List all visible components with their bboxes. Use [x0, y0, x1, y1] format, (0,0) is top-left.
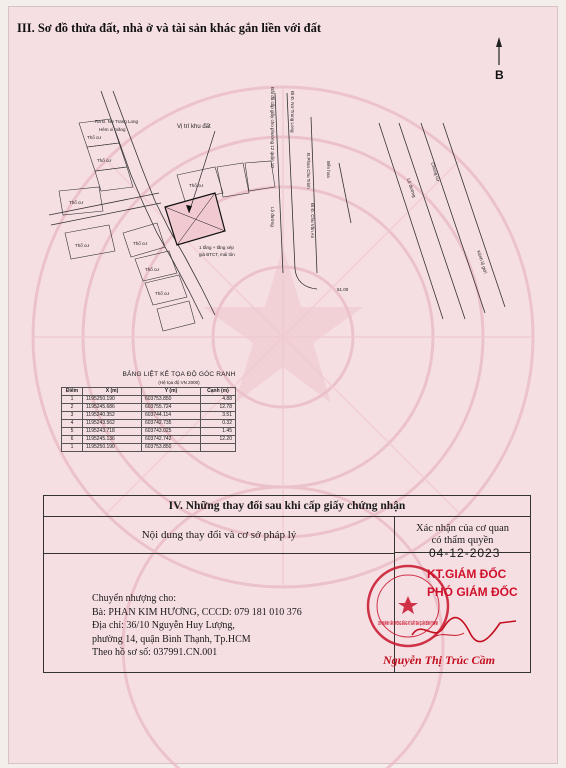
- map-label-border-land: Đất đã cấp giấy cho phường 12 quận 10: [270, 87, 275, 168]
- map-label-chu-van-an: Đi Đ. Chu Văn An: [310, 203, 315, 239]
- cell-point: 5: [62, 428, 83, 436]
- map-label-lo-duong-2: Lộ đường: [406, 177, 417, 199]
- table-row: [62, 436, 236, 444]
- cell-point: 1: [62, 396, 83, 404]
- map-label-thocu-1: Thổ cư: [87, 135, 102, 140]
- cell-point: 3: [62, 412, 83, 420]
- map-label-phan-chu-trinh: Đ.Phan Chu Trinh: [306, 153, 311, 189]
- cell-point: 2: [62, 404, 83, 412]
- signer-title-2: PHÓ GIÁM ĐỐC: [427, 585, 518, 599]
- signer-name: Nguyễn Thị Trúc Cầm: [383, 653, 495, 667]
- map-label-dim: 51.00: [337, 287, 349, 292]
- table-row: [62, 444, 236, 452]
- change-content: [92, 592, 392, 660]
- table-row: [62, 404, 236, 412]
- coordinate-table-header: [62, 388, 236, 396]
- map-label-ben-hoa: Bến hoa: [326, 161, 331, 178]
- map-label-thocu-5: Thổ cư: [133, 241, 148, 246]
- cell-point: 1: [62, 444, 83, 452]
- change-line-transfer: Chuyển nhượng cho:: [92, 593, 177, 604]
- changes-heading: IV. Những thay đổi sau khi cấp giấy chứng nhận: [44, 496, 530, 517]
- col-header-point: Điểm: [62, 388, 83, 396]
- cell-y: 603742.742: [142, 436, 201, 444]
- land-plot-map: [39, 83, 519, 363]
- coord-table-subtitle: (Hệ tọa độ VN 2000): [158, 380, 200, 385]
- cell-y: 603743.025: [142, 428, 201, 436]
- map-label-thocu-4: Thổ cư: [75, 243, 90, 248]
- changes-col-content-header: Nội dung thay đổi và cơ sở pháp lý: [44, 517, 395, 554]
- table-row: [62, 412, 236, 420]
- table-row: [62, 420, 236, 428]
- north-arrow-icon: [487, 35, 511, 85]
- signer-title-1: KT.GIÁM ĐỐC: [427, 567, 507, 581]
- cell-x: 1195240.352: [83, 412, 142, 420]
- map-label-kenh: Kênh lộ giới: [476, 249, 489, 275]
- changes-section: [43, 495, 531, 673]
- cell-x: 1195243.562: [83, 420, 142, 428]
- cell-y: 603742.735: [142, 420, 201, 428]
- map-label-thocu-7: Thổ cư: [155, 291, 170, 296]
- confirmation-date: 04-12-2023: [429, 546, 501, 560]
- map-label-street-ntl: Đi Đ. Nơ Trang Long: [290, 91, 295, 133]
- cell-edge: 4.88: [201, 396, 236, 404]
- table-row: [62, 396, 236, 404]
- section-title: III. Sơ đồ thửa đất, nhà ở và tài sản khác gắn liền với đất: [17, 21, 322, 35]
- cell-x: 1195245.136: [83, 436, 142, 444]
- map-label-thocu-6: Thổ cư: [145, 267, 160, 272]
- change-line-buyer: Bà: PHAN KIM HƯƠNG, CCCD: 079 181 010 376: [92, 606, 302, 618]
- cell-x: 1195245.686: [83, 404, 142, 412]
- cell-edge: 1.45: [201, 428, 236, 436]
- cell-edge: 3.51: [201, 412, 236, 420]
- cell-y: 603755.724: [142, 404, 201, 412]
- north-label: B: [495, 68, 504, 82]
- cell-y: 603753.850: [142, 444, 201, 452]
- map-label-chung-cu: Chung cư: [430, 161, 441, 183]
- confirm-header-line2: có thẩm quyền: [431, 535, 494, 546]
- table-row: [62, 428, 236, 436]
- certificate-page: [8, 6, 558, 764]
- stamp-text: CHI NHÁNH VĂN PHÒNG ĐĂNG KÝ ĐẤT ĐAI QUẬN BÌNH THẠNH: [378, 621, 533, 627]
- change-line-ward: phường 14, quận Bình Thạnh, Tp.HCM: [92, 633, 251, 645]
- handwritten-signature: [404, 613, 524, 645]
- map-label-house-material: giả BTCT, mái tôn: [199, 252, 235, 257]
- cell-y: 603744.114: [142, 412, 201, 420]
- map-label-street: Ra Đ. Nơ Trang Long: [95, 119, 138, 124]
- confirm-header-line1: Xác nhận của cơ quan: [415, 523, 509, 534]
- cell-edge: 12.78: [201, 404, 236, 412]
- cell-x: 1195250.190: [83, 444, 142, 452]
- map-label-thocu-2: Thổ cư: [97, 158, 112, 163]
- change-line-file: Theo hồ sơ số: 037991.CN.001: [92, 647, 218, 658]
- col-header-edge: Cạnh (m): [201, 388, 236, 396]
- cell-point: 4: [62, 420, 83, 428]
- map-label-location: Vị trí khu đất: [177, 124, 211, 130]
- map-label-lo-duong-1: Lộ đường: [270, 207, 275, 227]
- map-label-alley: Hẻm xi măng: [99, 127, 126, 132]
- coordinate-table: [61, 387, 236, 452]
- col-header-x: X (m): [83, 388, 142, 396]
- cell-point: 6: [62, 436, 83, 444]
- cell-y: 603753.850: [142, 396, 201, 404]
- map-label-thocu-8: Thổ cư: [189, 183, 204, 188]
- cell-edge: [201, 444, 236, 452]
- cell-edge: 12.20: [201, 436, 236, 444]
- cell-x: 1195250.190: [83, 396, 142, 404]
- coord-table-title: BẢNG LIỆT KÊ TỌA ĐỘ GÓC RANH: [122, 371, 236, 378]
- change-line-address: Địa chỉ: 36/10 Nguyễn Huy Lượng,: [92, 620, 235, 631]
- map-label-thocu-3: Thổ cư: [69, 200, 84, 205]
- cell-edge: 0.32: [201, 420, 236, 428]
- map-label-house-note: 1 tầng + tầng xép: [199, 245, 234, 250]
- col-header-y: Y (m): [142, 388, 201, 396]
- cell-x: 1195243.718: [83, 428, 142, 436]
